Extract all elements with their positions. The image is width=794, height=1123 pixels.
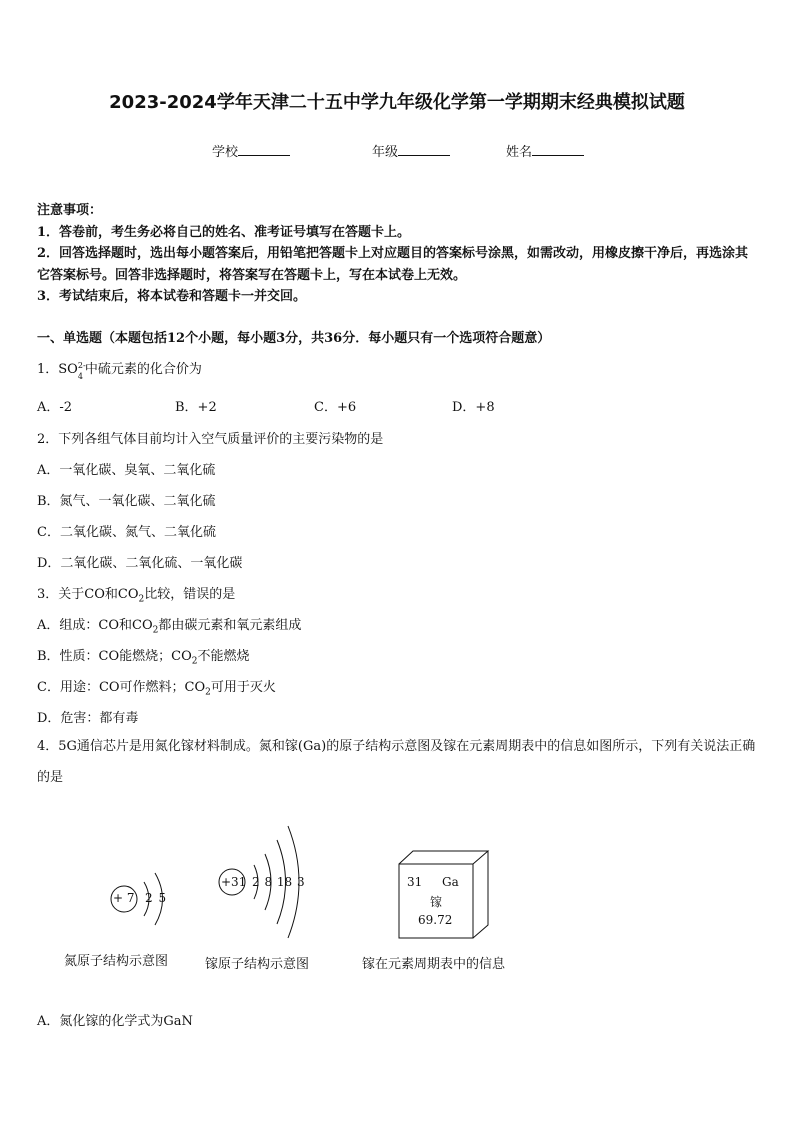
school-field[interactable] [212,141,290,160]
q2-option-a[interactable]: A．一氧化碳、臭氧、二氧化硫 [37,463,216,478]
atomic-mass: 69.72 [418,913,453,927]
q1-option-d[interactable]: D．+8 [452,400,495,415]
school-blank [238,143,290,156]
q1-number: 1． [37,362,59,377]
note-item: 1．答卷前，考生务必将自己的姓名、准考证号填写在答题卡上。 [37,224,411,240]
gallium-caption: 镓原子结构示意图 [205,957,310,972]
q3-option-c[interactable]: C．用途：CO可作燃料；$CO_2$可用于灭火 [37,680,276,698]
name-label: 姓名 [506,145,533,160]
q1-option-b[interactable]: B．+2 [175,400,217,415]
nitrogen-caption: 氮原子结构示意图 [64,954,169,969]
page-title: 2023-2024学年天津二十五中学九年级化学第一学期期末经典模拟试题 [109,92,685,113]
periodic-caption: 镓在元素周期表中的信息 [362,957,506,972]
q1-text: 中硫元素的化合价为 [84,362,202,377]
element-name: 镓 [430,895,443,909]
school-label: 学校 [212,145,239,160]
q1-formula: SO 2- 4 [58,361,86,381]
grade-label: 年级 [372,145,399,160]
gallium-shells: 2 8 18 3 [252,875,305,889]
q4-option-a[interactable]: A．氮化镓的化学式为GaN [37,1014,193,1029]
notes-heading: 注意事项： [37,203,103,218]
q2-option-b[interactable]: B．氮气、一氧化碳、二氧化硫 [37,494,216,509]
q3-option-b[interactable]: B．性质：CO能燃烧；$CO_2$不能燃烧 [37,649,250,667]
q2-option-d[interactable]: D．二氧化碳、二氧化硫、一氧化碳 [37,556,243,571]
q3-stem: 3．关于CO和$CO_2$比较，错误的是 [37,587,236,605]
grade-blank [398,143,450,156]
question-1 [37,358,202,381]
note-item: 2．回答选择题时，选出每小题答案后，用铅笔把答题卡上对应题目的答案标号涂黑，如需改动，用橡皮擦干净后，再选涂其它答案标号。回答非选择题时，将答案写在答题卡上，写在本试卷上无效。 [37,246,749,283]
name-blank [532,143,584,156]
nitrogen-shells: 2 5 [145,891,167,905]
q1-option-c[interactable]: C．+6 [314,400,357,415]
q4-stem: 4．5G通信芯片是用氮化镓材料制成。氮和镓(Ga)的原子结构示意图及镓在元素周期表中的信息如图所示，下列有关说法正确的是 [37,739,756,785]
notes-block [37,200,759,308]
q2-stem: 2．下列各组气体目前均计入空气质量评价的主要污染物的是 [37,432,384,447]
grade-field[interactable] [372,141,450,160]
atomic-number: 31 [407,875,423,889]
element-symbol: Ga [442,875,459,889]
section-heading: 一、单选题（本题包括12个小题，每小题3分，共36分．每小题只有一个选项符合题意） [37,331,551,346]
q3-option-d[interactable]: D．危害：都有毒 [37,711,139,726]
note-item: 3．考试结束后，将本试卷和答题卡一并交回。 [37,289,307,304]
q2-option-c[interactable]: C．二氧化碳、氮气、二氧化硫 [37,525,216,540]
gallium-nucleus: +31 [221,875,247,889]
name-field[interactable] [506,141,584,160]
q1-option-a[interactable]: A．-2 [37,400,73,415]
nitrogen-nucleus: + 7 [113,891,135,905]
q3-option-a[interactable]: A．组成：CO和$CO_2$都由碳元素和氧元素组成 [37,618,302,636]
